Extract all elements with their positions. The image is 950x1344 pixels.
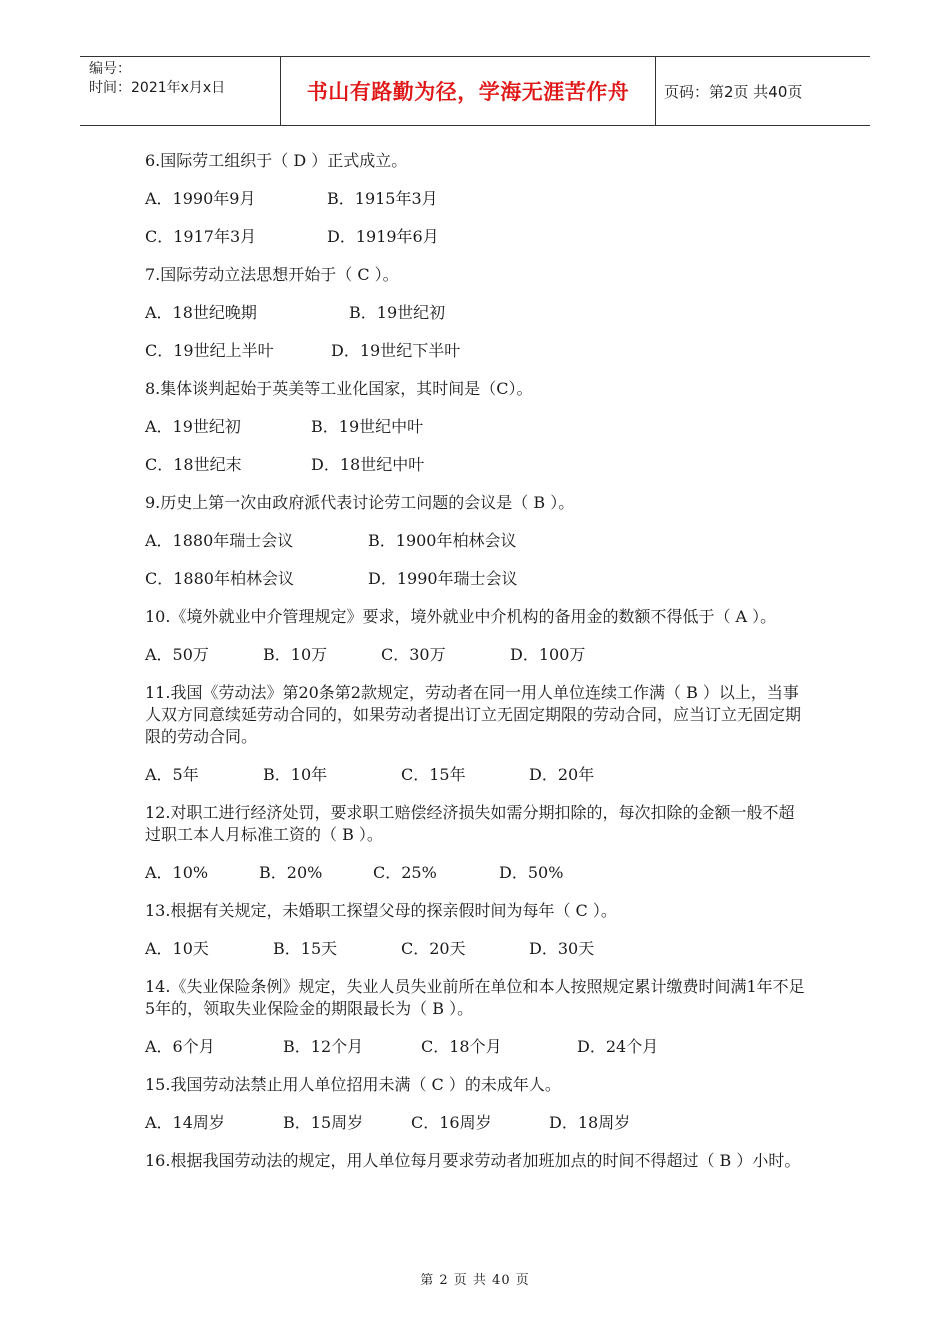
document-time: 时间：2021年x月x日 — [89, 80, 226, 96]
option-c: C．19世纪上半叶 — [145, 341, 274, 360]
page-header — [80, 56, 870, 126]
question-6: 6.国际劳工组织于（ D ）正式成立。 — [145, 151, 408, 170]
option-d: D．18世纪中叶 — [311, 455, 425, 474]
options-row — [145, 416, 810, 438]
options-row — [145, 454, 810, 476]
option-c: C．16周岁 — [411, 1113, 492, 1132]
question-8: 8.集体谈判起始于英美等工业化国家，其时间是（C）。 — [145, 379, 533, 398]
option-d: D．18周岁 — [549, 1113, 631, 1132]
option-b: B．10年 — [263, 765, 328, 784]
page-footer: 第 2 页 共 40 页 — [420, 1273, 530, 1288]
option-d: D．50% — [499, 863, 564, 882]
header-page-info: 页码：第2页 共40页 — [664, 82, 803, 101]
options-row — [145, 764, 810, 786]
option-c: C．25% — [373, 863, 437, 882]
options-row — [145, 226, 810, 248]
option-c: C．20天 — [401, 939, 466, 958]
option-b: B．1900年柏林会议 — [368, 531, 517, 550]
option-b: B．19世纪初 — [349, 303, 446, 322]
question-13: 13.根据有关规定，未婚职工探望父母的探亲假时间为每年（ C ）。 — [145, 901, 617, 920]
option-a: A．1990年9月 — [145, 189, 256, 208]
option-a: A．50万 — [145, 645, 209, 664]
options-row — [145, 530, 810, 552]
question-12: 12.对职工进行经济处罚，要求职工赔偿经济损失如需分期扣除的，每次扣除的金额一般不超过职工本人月标准工资的（ B ）。 — [145, 803, 795, 844]
options-row — [145, 938, 810, 960]
option-a: A．14周岁 — [145, 1113, 225, 1132]
option-a: A．1880年瑞士会议 — [145, 531, 294, 550]
option-a: A．10% — [145, 863, 209, 882]
option-a: A．10天 — [145, 939, 209, 958]
options-row — [145, 302, 810, 324]
option-c: C．30万 — [381, 645, 446, 664]
question-10: 10.《境外就业中介管理规定》要求，境外就业中介机构的备用金的数额不得低于（ A ）。 — [145, 607, 777, 626]
document-number-label: 编号： — [89, 61, 131, 77]
option-c: C．18个月 — [421, 1037, 502, 1056]
option-c: C．15年 — [401, 765, 466, 784]
question-list — [145, 150, 810, 1188]
options-row — [145, 644, 810, 666]
options-row — [145, 1112, 810, 1134]
option-d: D．100万 — [510, 645, 586, 664]
option-b: B．15周岁 — [283, 1113, 364, 1132]
option-d: D．24个月 — [577, 1037, 659, 1056]
options-row — [145, 340, 810, 362]
option-b: B．1915年3月 — [327, 189, 438, 208]
option-c: C．1880年柏林会议 — [145, 569, 294, 588]
option-a: A．18世纪晚期 — [145, 303, 257, 322]
option-a: A．6个月 — [145, 1037, 215, 1056]
header-motto: 书山有路勤为径，学海无涯苦作舟 — [280, 57, 656, 125]
option-b: B．15天 — [273, 939, 338, 958]
option-b: B．20% — [259, 863, 323, 882]
question-11: 11.我国《劳动法》第20条第2款规定，劳动者在同一用人单位连续工作满（ B ）以上，当事人双方同意续延劳动合同的，如果劳动者提出订立无固定期限的劳动合同，应当订立无固定期限的劳动合同。 — [145, 683, 802, 746]
options-row — [145, 188, 810, 210]
question-9: 9.历史上第一次由政府派代表讨论劳工问题的会议是（ B ）。 — [145, 493, 575, 512]
question-16: 16.根据我国劳动法的规定，用人单位每月要求劳动者加班加点的时间不得超过（ B ）小时。 — [145, 1151, 801, 1170]
options-row — [145, 568, 810, 590]
option-b: B．10万 — [263, 645, 328, 664]
option-d: D．1919年6月 — [327, 227, 439, 246]
question-7: 7.国际劳动立法思想开始于（ C ）。 — [145, 265, 399, 284]
option-c: C．1917年3月 — [145, 227, 257, 246]
option-a: A．19世纪初 — [145, 417, 241, 436]
options-row — [145, 862, 810, 884]
option-c: C．18世纪末 — [145, 455, 242, 474]
option-d: D．1990年瑞士会议 — [368, 569, 518, 588]
option-b: B．12个月 — [283, 1037, 364, 1056]
option-d: D．20年 — [529, 765, 595, 784]
option-d: D．30天 — [529, 939, 595, 958]
question-14: 14.《失业保险条例》规定，失业人员失业前所在单位和本人按照规定累计缴费时间满1年不足5年的，领取失业保险金的期限最长为（ B ）。 — [145, 977, 805, 1018]
option-d: D．19世纪下半叶 — [331, 341, 461, 360]
question-15: 15.我国劳动法禁止用人单位招用未满（ C ）的未成年人。 — [145, 1075, 561, 1094]
option-b: B．19世纪中叶 — [311, 417, 424, 436]
options-row — [145, 1036, 810, 1058]
option-a: A．5年 — [145, 765, 199, 784]
header-meta — [80, 57, 280, 125]
